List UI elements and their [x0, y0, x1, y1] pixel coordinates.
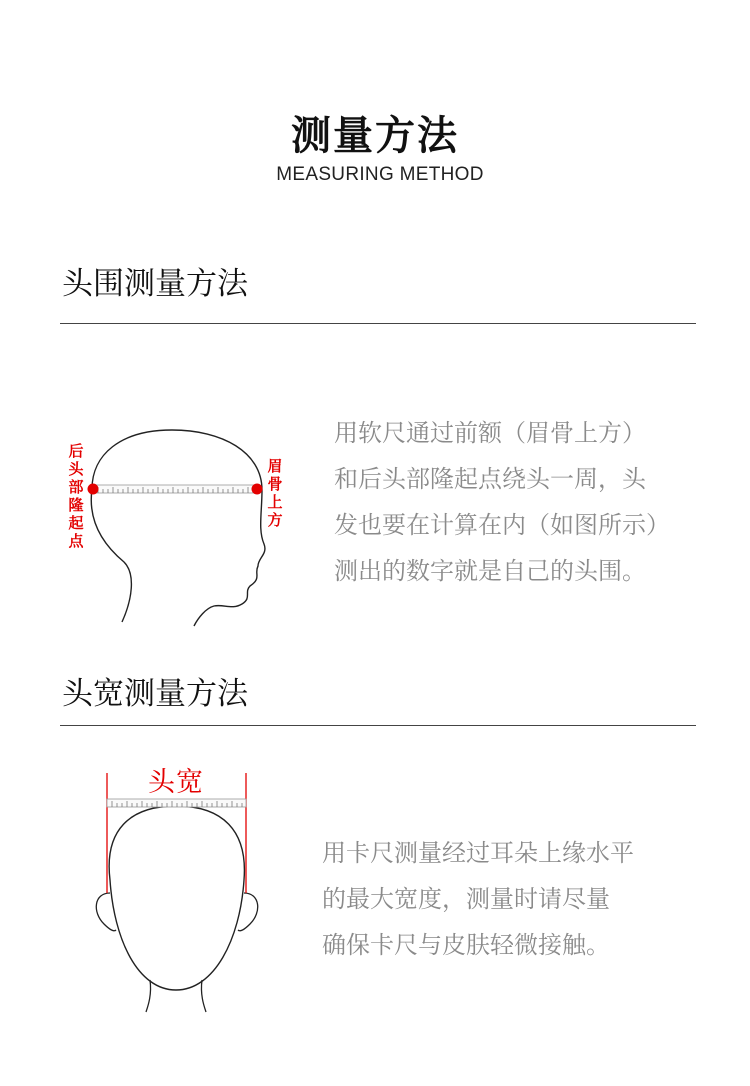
page-title: 测量方法 — [291, 113, 459, 159]
tape-ticks-circumference — [98, 487, 253, 493]
left-ear — [96, 893, 116, 931]
label-head-width: 头宽 — [148, 767, 204, 798]
head-width-heading: 头宽测量方法 — [62, 676, 248, 712]
head-side-outline — [92, 430, 265, 626]
head-front-outline — [109, 806, 244, 990]
back-point-marker — [88, 484, 99, 495]
label-above-brow: 眉 骨 上 方 — [267, 457, 283, 529]
head-circumference-description: 用软尺通过前额（眉骨上方） 和后头部隆起点绕头一周，头 发也要在计算在内（如图所示） 测出的数字就是自己的头围。 — [334, 419, 670, 585]
neck-left — [146, 980, 151, 1012]
head-back-outline — [91, 489, 131, 622]
ruler-head-width — [107, 799, 246, 807]
section-divider-circumference — [60, 323, 696, 324]
ruler-ticks-width — [112, 801, 242, 807]
tape-measure-circumference — [93, 485, 257, 493]
head-width-description: 用卡尺测量经过耳朵上缘水平 的最大宽度，测量时请尽量 确保卡尺与皮肤轻微接触。 — [322, 839, 634, 959]
right-ear — [238, 893, 258, 931]
label-back-of-head: 后 头 部 隆 起 点 — [68, 442, 84, 550]
neck-right — [201, 980, 206, 1012]
section-divider-width — [60, 725, 696, 726]
head-circumference-heading: 头围测量方法 — [62, 266, 248, 302]
page-subtitle: MEASURING METHOD — [276, 164, 484, 185]
front-point-marker — [252, 484, 263, 495]
